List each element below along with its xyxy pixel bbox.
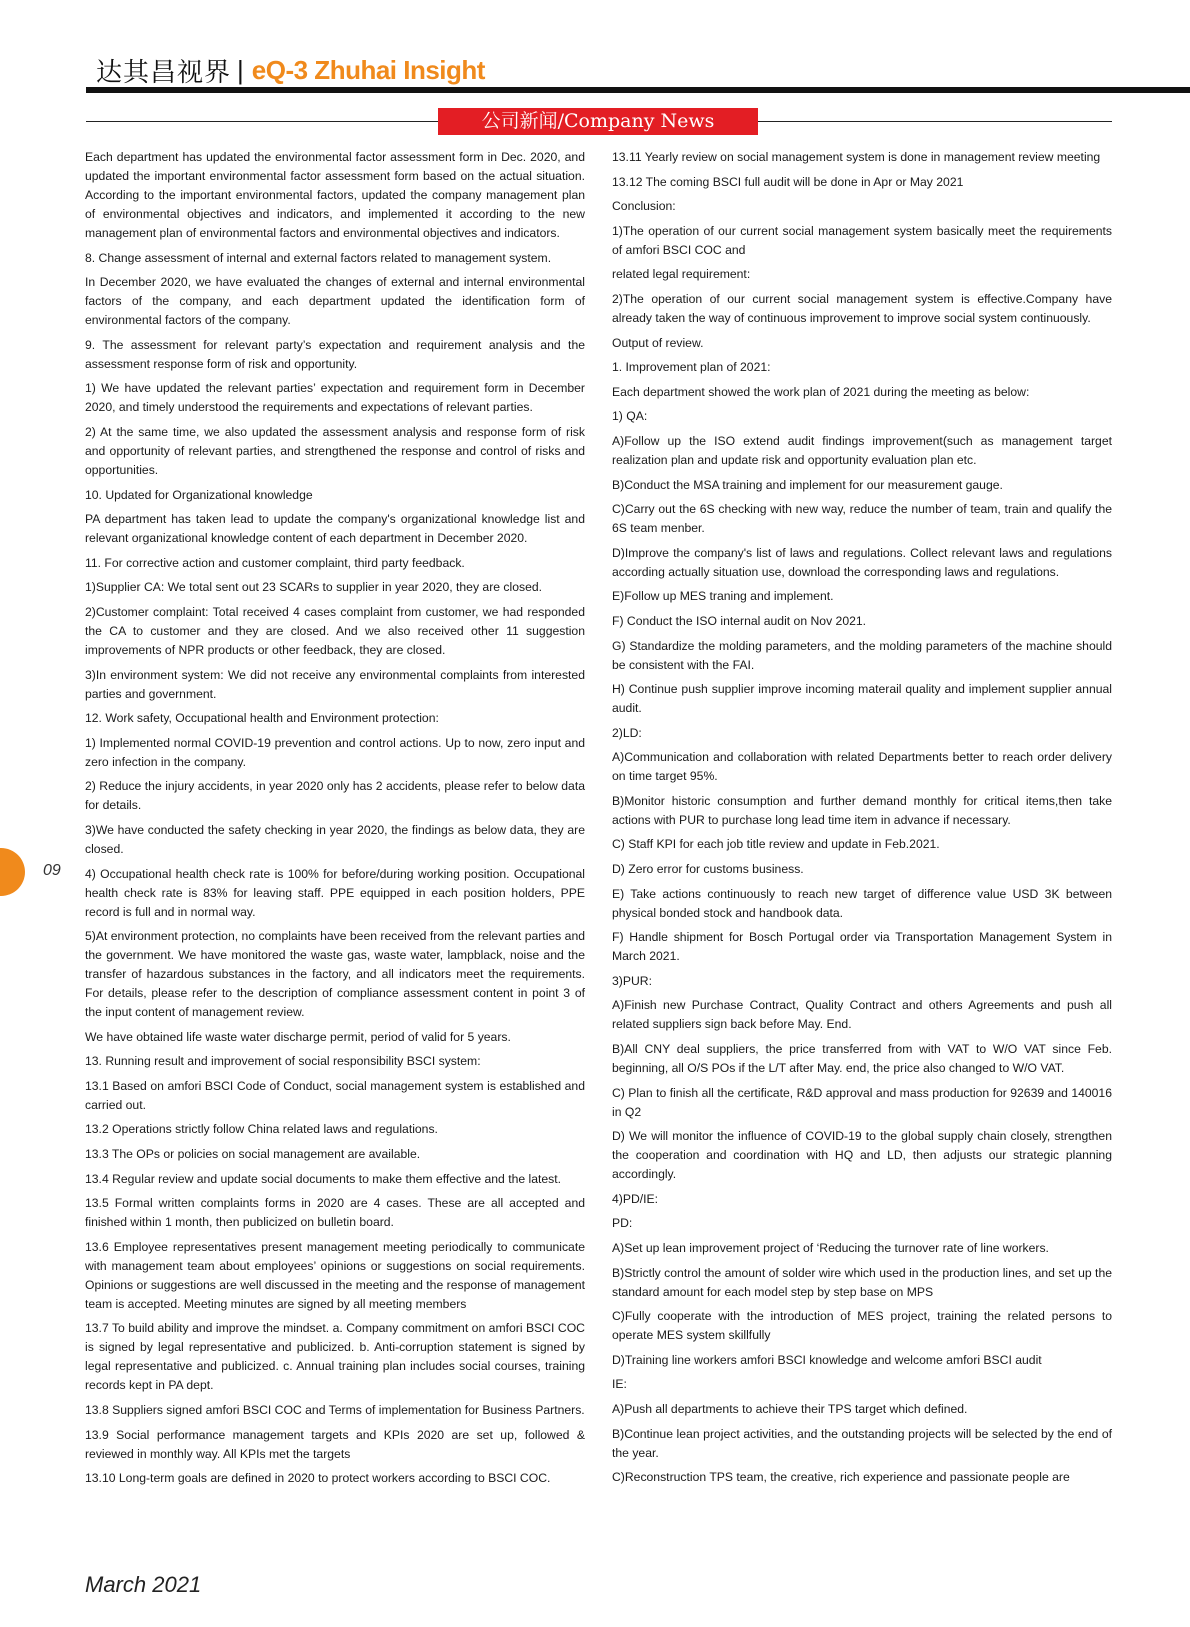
paragraph: 1. Improvement plan of 2021: (612, 360, 771, 375)
paragraph: We have obtained life waste water discharge permit, period of valid for 5 years. (85, 1029, 511, 1044)
paragraph: H) Continue push supplier improve incoming materail quality and implement supplier annual audit. (612, 682, 1112, 716)
paragraph: 13. Running result and improvement of social responsibility BSCI system: (85, 1054, 481, 1069)
section-banner: 公司新闻/Company News (438, 108, 758, 135)
paragraph: 2)The operation of our current social management system is effective.Company have already taken the way of continuous improvement to improve social system continuously. (612, 291, 1112, 325)
paragraph: 2)Customer complaint: Total received 4 cases complaint from customer, we had responded the CA to customer and they are closed. And we also received other 11 suggestion improvements of NPR products or other feedback, they are closed. (85, 604, 585, 657)
right-column (612, 148, 1112, 1493)
paragraph: D)Improve the company's list of laws and regulations. Collect relevant laws and regulations according actually situation use, download the corresponding laws and regulations. (612, 545, 1112, 579)
paragraph: IE: (612, 1377, 627, 1392)
paragraph: 5)At environment protection, no complaints have been received from the relevant parties and the government. We have monitored the waste gas, waste water, lampblack, noise and the transfer of hazardous substances in the factory, and all indicators meet the requirements. For details, please refer to the description of compliance assessment content in point 3 of the input content of management review. (85, 929, 585, 1020)
paragraph: 13.3 The OPs or policies on social management are available. (85, 1147, 421, 1162)
paragraph: 2) At the same time, we also updated the assessment analysis and response form of risk and opportunity of relevant parties, and strengthened the response and control of risks and opportunities. (85, 424, 585, 477)
paragraph: PA department has taken lead to update the company's organizational knowledge list and relevant organizational knowledge content of each department in December 2020. (85, 512, 585, 546)
paragraph: 13.10 Long-term goals are defined in 2020 to protect workers according to BSCI COC. (85, 1471, 551, 1486)
paragraph: Conclusion: (612, 199, 676, 214)
paragraph: 1)Supplier CA: We total sent out 23 SCARs to supplier in year 2020, they are closed. (85, 580, 543, 595)
paragraph: Output of review. (612, 335, 704, 350)
header-rule (86, 87, 1190, 93)
paragraph: Each department showed the work plan of 2021 during the meeting as below: (612, 384, 1030, 399)
paragraph: 13.6 Employee representatives present management meeting periodically to communicate with management team about employees’ opinions or suggestions on social requirements. Opinions or suggestions are well discussed in the meeting and the response of management team is accepted. Meeting minutes are signed by all meeting members (85, 1239, 585, 1311)
paragraph: 12. Work safety, Occupational health and Environment protection: (85, 711, 439, 726)
paragraph: 13.5 Formal written complaints forms in 2020 are 4 cases. These are all accepted and finished within 1 month, then publicized on bulletin board. (85, 1196, 585, 1230)
masthead-separator: | (237, 54, 244, 85)
section-rule-right (758, 121, 1112, 122)
paragraph: F) Handle shipment for Bosch Portugal order via Transportation Management System in March 2021. (612, 930, 1112, 964)
left-column (85, 148, 585, 1494)
paragraph: 13.1 Based on amfori BSCI Code of Conduct, social management system is established and carried out. (85, 1078, 585, 1112)
paragraph: 11. For corrective action and customer complaint, third party feedback. (85, 555, 465, 570)
issue-date: March 2021 (85, 1572, 202, 1597)
paragraph: B)Conduct the MSA training and implement for our measurement gauge. (612, 477, 1003, 492)
masthead (96, 50, 485, 90)
paragraph: 8. Change assessment of internal and external factors related to management system. (85, 250, 552, 265)
paragraph: 1)The operation of our current social management system basically meet the requirements of amfori BSCI COC and (612, 223, 1112, 257)
paragraph: related legal requirement: (612, 267, 751, 282)
paragraph: A)Set up lean improvement project of ‘Reducing the turnover rate of line workers. (612, 1241, 1049, 1255)
paragraph: B)Strictly control the amount of solder wire which used in the production lines, and set up the standard amount for each model step by step base on MPS (612, 1265, 1112, 1299)
paragraph: B)All CNY deal suppliers, the price transferred from with VAT to W/O VAT since Feb. beginning, all O/S POs if the L/T after May. end, the price also changed to W/O VAT. (612, 1042, 1112, 1076)
paragraph: A)Communication and collaboration with related Departments better to reach order delivery on time target 95%. (612, 750, 1112, 784)
paragraph: 2) Reduce the injury accidents, in year 2020 only has 2 accidents, please refer to below data for details. (85, 779, 585, 813)
paragraph: A)Follow up the ISO extend audit findings improvement(such as management target realization plan and update risk and opportunity evaluation plan etc. (612, 433, 1112, 467)
paragraph: C)Reconstruction TPS team, the creative, rich experience and passionate people are (612, 1470, 1070, 1485)
paragraph: C)Fully cooperate with the introduction of MES project, training the related persons to operate MES system skillfully (612, 1309, 1112, 1343)
paragraph: 1) Implemented normal COVID-19 prevention and control actions. Up to now, zero input and zero infection in the company. (85, 735, 585, 769)
paragraph: 13.4 Regular review and update social documents to make them effective and the latest. (85, 1171, 562, 1186)
paragraph: B)Continue lean project activities, and the outstanding projects will be selected by the end of the year. (612, 1426, 1112, 1460)
masthead-title-en: eQ-3 Zhuhai Insight (251, 54, 485, 85)
paragraph: 13.9 Social performance management targets and KPIs 2020 are set up, followed & reviewed in monthly way. All KPIs met the targets (85, 1427, 585, 1461)
paragraph: E)Follow up MES traning and implement. (612, 589, 834, 604)
paragraph: 3)In environment system: We did not receive any environmental complaints from interested parties and government. (85, 667, 585, 701)
paragraph: G) Standardize the molding parameters, and the molding parameters of the machine should be consistent with the FAI. (612, 638, 1112, 672)
paragraph: 4)PD/IE: (612, 1191, 659, 1206)
paragraph: 2)LD: (612, 725, 642, 740)
paragraph: 3)We have conducted the safety checking in year 2020, the findings as below data, they are closed. (85, 822, 585, 856)
paragraph: PD: (612, 1216, 633, 1231)
paragraph: B)Monitor historic consumption and further demand monthly for critical items,then take actions with PUR to purchase long lead time item in advance if necessary. (612, 793, 1112, 827)
paragraph: E) Take actions continuously to reach new target of difference value USD 3K between physical bonded stock and handbook data. (612, 886, 1112, 920)
paragraph: 4) Occupational health check rate is 100% for before/during working position. Occupational health check rate is 83% for leaving staff. PPE equipped in each position holders, PPE record is full and in normal way. (85, 866, 585, 919)
paragraph: 10. Updated for Organizational knowledge (85, 487, 313, 502)
paragraph: D)Training line workers amfori BSCI knowledge and welcome amfori BSCI audit (612, 1352, 1042, 1367)
paragraph: 13.2 Operations strictly follow China related laws and regulations. (85, 1122, 438, 1137)
paragraph: C)Carry out the 6S checking with new way, reduce the number of team, train and qualify the 6S team menber. (612, 502, 1112, 536)
paragraph: 13.11 Yearly review on social management system is done in management review meeting (612, 150, 1101, 164)
paragraph: 1) We have updated the relevant parties’ expectation and requirement form in December 2020, and timely understood the requirements and expectations of relevant parties. (85, 381, 585, 415)
paragraph: 1) QA: (612, 409, 648, 424)
section-rule-left (86, 121, 438, 122)
paragraph: A)Finish new Purchase Contract, Quality Contract and others Agreements and push all related suppliers sign back before May. End. (612, 998, 1112, 1032)
paragraph: D) We will monitor the influence of COVID-19 to the global supply chain closely, strengthen the cooperation and coordination with HQ and LD, then adjusts our strategic planning accordingly. (612, 1129, 1112, 1182)
page-number: 09 (43, 862, 61, 879)
paragraph: Each department has updated the environmental factor assessment form in Dec. 2020, and updated the important environmental factor assessment form based on the actual situation. According to the important environmental factors, updated the company management plan of environmental objectives and indicators, and implemented it according to the new management plan of environmental factors and environmental objectives and indicators. (85, 150, 585, 240)
paragraph: 13.12 The coming BSCI full audit will be done in Apr or May 2021 (612, 174, 964, 189)
paragraph: 13.7 To build ability and improve the mindset. a. Company commitment on amfori BSCI COC is signed by legal representative and publicized. b. Anti-corruption statement is signed by legal representative and publicized. c. Annual training plan includes social courses, training records kept in PA dept. (85, 1321, 585, 1393)
paragraph: F) Conduct the ISO internal audit on Nov 2021. (612, 613, 867, 628)
paragraph: 13.8 Suppliers signed amfori BSCI COC and Terms of implementation for Business Partners. (85, 1403, 585, 1418)
paragraph: 3)PUR: (612, 973, 652, 988)
paragraph: C) Plan to finish all the certificate, R&D approval and mass production for 92639 and 140016 in Q2 (612, 1085, 1112, 1119)
paragraph: In December 2020, we have evaluated the changes of external and internal environmental factors of the company, and each department updated the identification form of environmental factors of the company. (85, 275, 585, 328)
paragraph: A)Push all departments to achieve their TPS target which defined. (612, 1401, 968, 1416)
paragraph: 9. The assessment for relevant party’s expectation and requirement analysis and the assessment response form of risk and opportunity. (85, 337, 585, 371)
page-tab (0, 848, 25, 896)
masthead-title-cn: 达其昌视界 (96, 57, 232, 88)
paragraph: C) Staff KPI for each job title review and update in Feb.2021. (612, 837, 940, 852)
paragraph: D) Zero error for customs business. (612, 862, 804, 877)
